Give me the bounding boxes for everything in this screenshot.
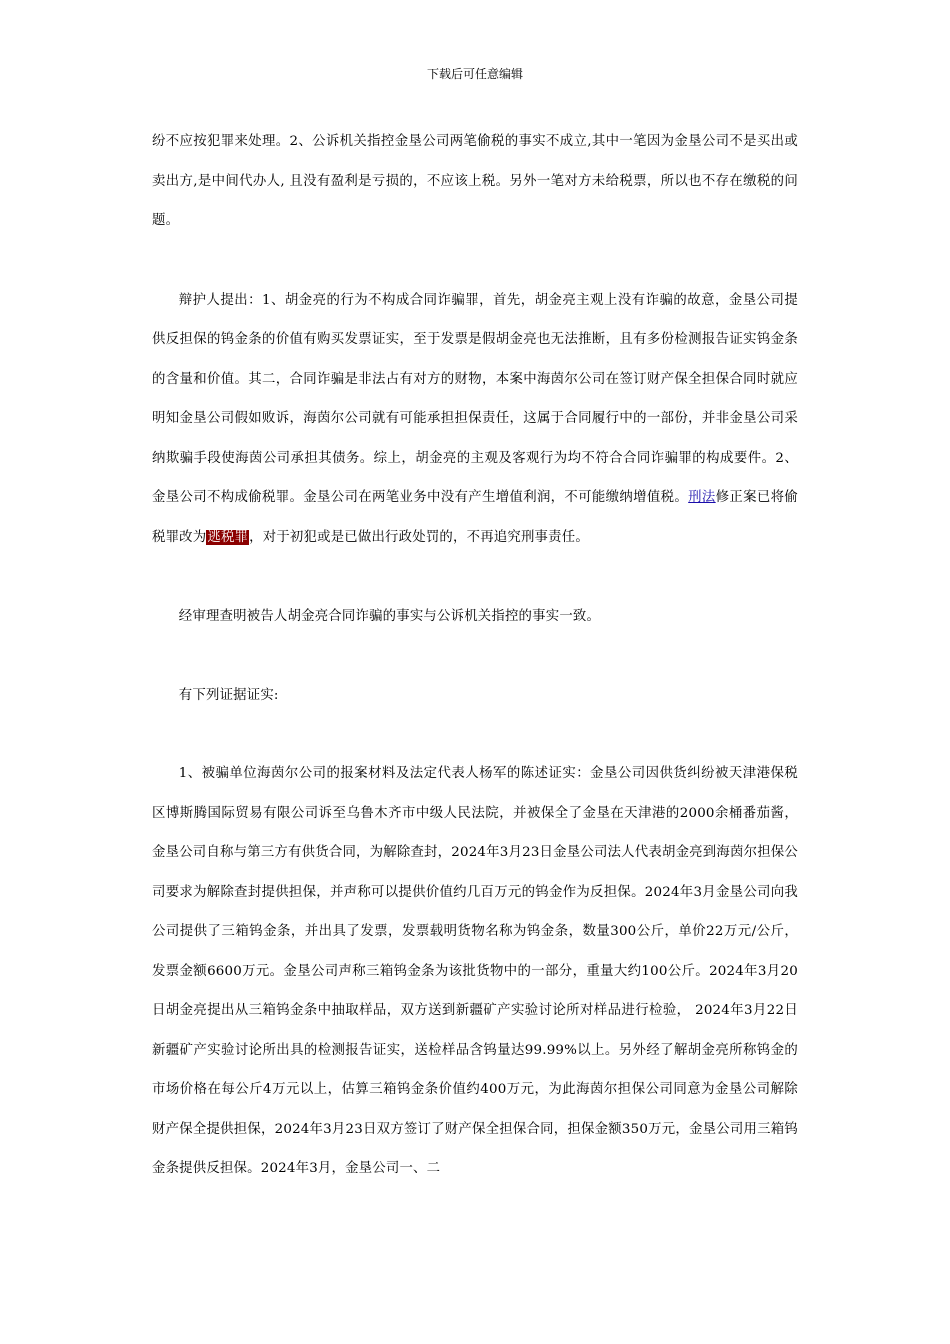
criminal-law-link[interactable]: 刑法 [688,490,716,505]
paragraph-gap [152,637,798,676]
tax-evasion-highlight: 逃税罪 [207,529,249,545]
paragraph-defense-argument [152,281,798,558]
paragraph-prosecution-dispute: 纷不应按犯罪来处理。2、公诉机关指控金垦公司两笔偷税的事实不成立,其中一笔因为金垦公司不是买出或卖出方,是中间代办人, 且没有盈利是亏损的，不应该上税。另外一笔对方未给税票，所以也不存在缴税的问题。 [152,134,798,228]
defense-text-middle: 修正案已将偷税罪改为 [152,490,799,545]
defense-text-before: 辩护人提出：1、胡金亮的行为不构成合同诈骗罪，首先，胡金亮主观上没有诈骗的故意，金垦公司提供反担保的钨金条的价值有购买发票证实，至于发票是假胡金亮也无法推断，且有多份检测报告证实钨金条的含量和价值。其二，合同诈骗是非法占有对方的财物，本案中海茵尔公司在签订财产保全担保合同时就应明知金垦公司假如败诉，海茵尔公司就有可能承担担保责任，这属于合同履行中的一部份，并非金垦公司采纳欺骗手段使海茵公司承担其债务。综上，胡金亮的主观及客观行为均不符合合同诈骗罪的构成要件。2、金垦公司不构成偷税罪。金垦公司在两笔业务中没有产生增值利润，不可能缴纳增值税。 [152,292,798,505]
paragraph-gap [152,557,798,597]
paragraph-gap [152,715,798,754]
page-header-note: 下载后可任意编辑 [426,67,523,81]
paragraph-court-finding: 经审理查明被告人胡金亮合同诈骗的事实与公诉机关指控的事实一致。 [178,609,601,624]
paragraph-gap [152,241,798,281]
paragraph-evidence-1: 1、被骗单位海茵尔公司的报案材料及法定代表人杨军的陈述证实：金垦公司因供货纠纷被天津港保税区博斯腾国际贸易有限公司诉至乌鲁木齐市中级人民法院，并被保全了金垦在天津港的2000余桶番茄酱，金垦公司自称与第三方有供货合同，为解除查封，2024年3月23日金垦公司法人代表胡金亮到海茵尔担保公司要求为解除查封提供担保，并声称可以提供价值约几百万元的钨金作为反担保。2024年3月金垦公司向我公司提供了三箱钨金条，并出具了发票，发票载明货物名称为钨金条，数量300公斤，单价22万元/公斤，发票金额6600万元。金垦公司声称三箱钨金条为该批货物中的一部分，重量大约100公斤。2024年3月20日胡金亮提出从三箱钨金条中抽取样品，双方送到新疆矿产实验讨论所对样品进行检验， 2024年3月22日新疆矿产实验讨论所出具的检测报告证实，送检样品含钨量达99.99%以上。另外经了解胡金亮所称钨金的市场价格在每公斤4万元以上，估算三箱钨金条价值约400万元，为此海茵尔担保公司同意为金垦公司解除财产保全提供担保，2024年3月23日双方签订了财产保全担保合同，担保金额350万元，金垦公司用三箱钨金条提供反担保。2024年3月，金垦公司一、二 [152,766,798,1176]
defense-text-after: ，对于初犯或是已做出行政处罚的，不再追究刑事责任。 [249,529,589,545]
document-body [152,122,798,1189]
paragraph-evidence-intro: 有下列证据证实: [178,687,279,703]
